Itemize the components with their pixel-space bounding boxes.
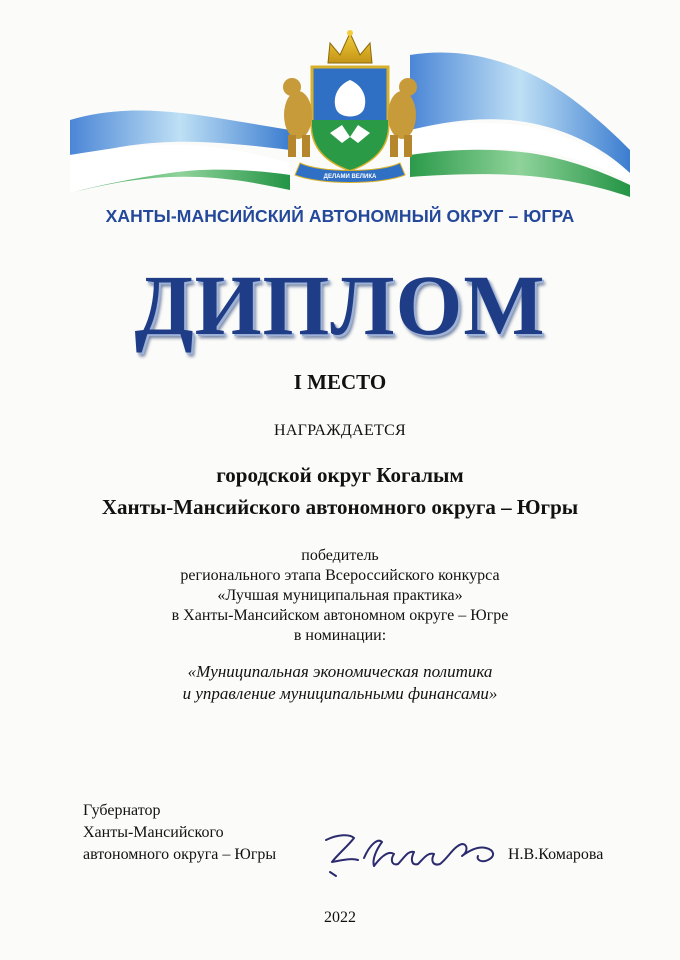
- coat-of-arms-with-flag: [60, 25, 640, 200]
- awarded-label: НАГРАЖДАЕТСЯ: [273, 422, 407, 439]
- signer-name: Н.В.Комарова: [508, 846, 604, 863]
- signer-position-line-3: автономного округа – Югры: [83, 846, 277, 863]
- body-line-2: регионального этапа Всероссийского конкурса: [180, 567, 500, 584]
- recipient-line-1: городской округ Когалым: [216, 463, 464, 487]
- nomination-line-2: и управление муниципальными финансами»: [182, 684, 498, 703]
- signer-position-line-1: Губернатор: [83, 802, 161, 819]
- region-title: ХАНТЫ-МАНСИЙСКИЙ АВТОНОМНЫЙ ОКРУГ – ЮГРА: [105, 206, 575, 226]
- diploma-title: ДИПЛОМ: [134, 257, 546, 353]
- handwritten-signature: [318, 820, 508, 888]
- place-heading: I МЕСТО: [293, 370, 387, 394]
- body-line-4: в Ханты-Мансийском автономном округе – Югре: [171, 607, 509, 624]
- body-line-3: «Лучшая муниципальная практика»: [217, 587, 463, 604]
- flag-right: [410, 52, 630, 197]
- body-line-1: победитель: [301, 547, 379, 564]
- signer-position-line-2: Ханты-Мансийского: [83, 824, 224, 841]
- nomination-line-1: «Муниципальная экономическая политика: [187, 662, 493, 681]
- crown-icon: [328, 30, 372, 63]
- shield-icon: [312, 67, 388, 170]
- year: 2022: [324, 909, 356, 926]
- recipient-line-2: Ханты-Мансийского автономного округа – Югры: [101, 495, 579, 519]
- body-line-5: в номинации:: [293, 627, 387, 644]
- flag-left: [70, 111, 290, 193]
- emblem-motto: ДЕЛАМИ ВЕЛИКА: [323, 174, 377, 180]
